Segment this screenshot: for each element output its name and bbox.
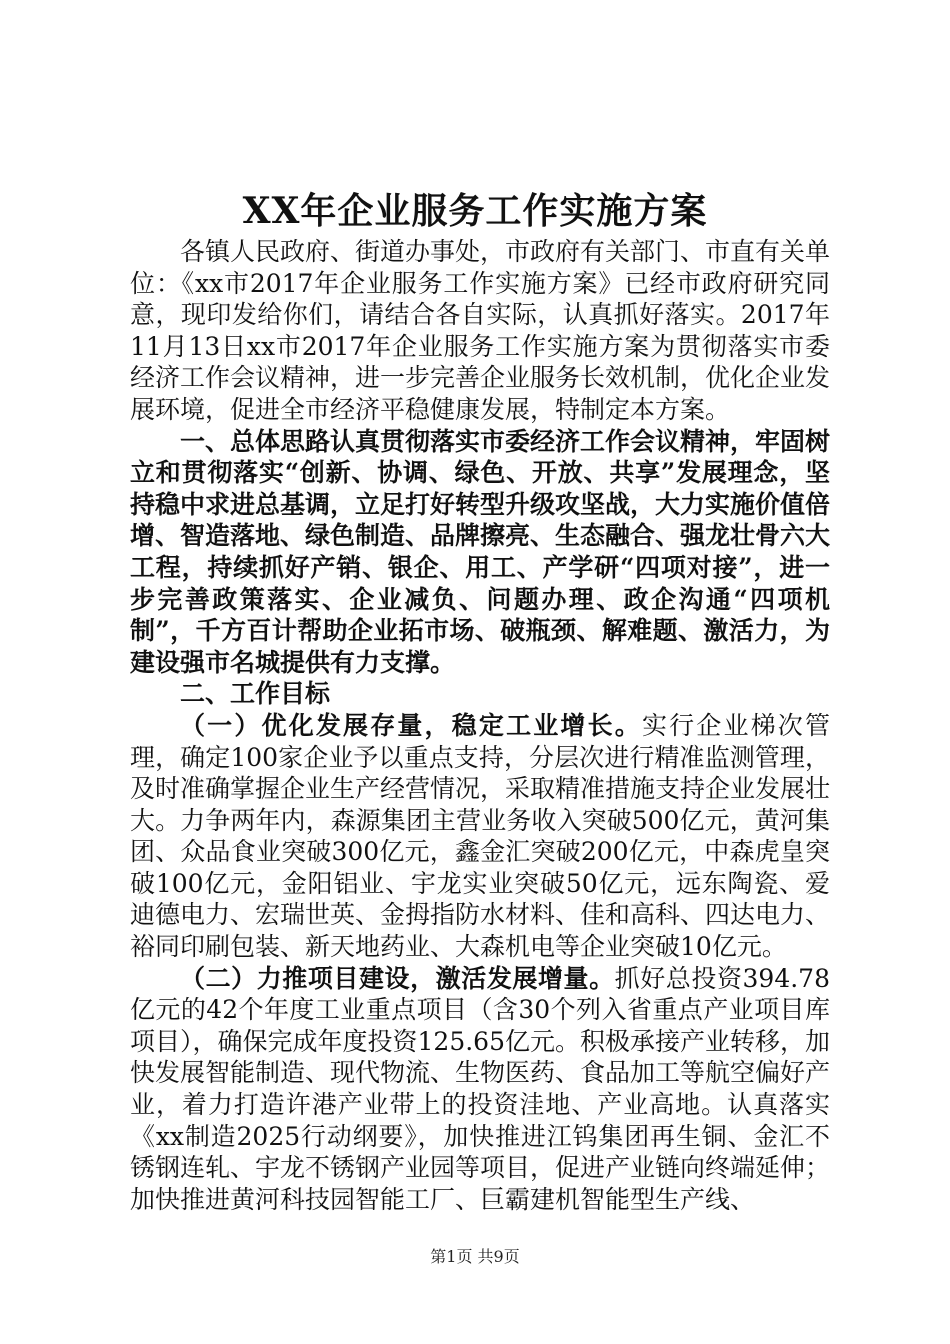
document-title: XX年企业服务工作实施方案 [242, 190, 708, 232]
goal-two-paragraph [130, 963, 830, 1216]
intro-paragraph: 各镇人民政府、街道办事处，市政府有关部门、市直有关单位：《xx市2017年企业服务工作实施方案》已经市政府研究同意，现印发给你们，请结合各自实际，认真抓好落实。2017年11月13日xx市2017年企业服务工作实施方案为贯彻落实市委经济工作会议精神，进一步完善企业服务长效机制，优化企业发展环境，促进全市经济平稳健康发展，特制定本方案。 [130, 237, 831, 424]
goal-one-text: 实行企业梯次管理，确定100家企业予以重点支持，分层次进行精准监测管理，及时准确掌握企业生产经营情况，采取精准措施支持企业发展壮大。力争两年内，森源集团主营业务收入突破500亿元，黄河集团、众品食业突破300亿元，鑫金汇突破200亿元，中森虎皇突破100亿元，金阳铝业、宇龙实业突破50亿元，远东陶瓷、爱迪德电力、宏瑞世英、金拇指防水材料、佳和高科、四达电力、裕同印刷包装、新天地药业、大森机电等企业突破10亿元。 [130, 710, 831, 962]
goal-one-lead: （一）优化发展存量，稳定工业增长。 [180, 710, 642, 740]
section-two-heading: 二、工作目标 [180, 679, 331, 709]
goal-one-paragraph [130, 710, 830, 963]
goal-two-lead: （二）力推项目建设，激活发展增量。 [180, 963, 615, 993]
section-one-paragraph: 一、总体思路认真贯彻落实市委经济工作会议精神，牢固树立和贯彻落实“创新、协调、绿色、开放、共享”发展理念，坚持稳中求进总基调，立足打好转型升级攻坚战，大力实施价值倍增、智造落地、绿色制造、品牌擦亮、生态融合、强龙壮骨六大工程，持续抓好产销、银企、用工、产学研“四项对接”，进一步完善政策落实、企业减负、问题办理、政企沟通“四项机制”，千方百计帮助企业拓市场、破瓶颈、解难题、激活力，为建设强市名城提供有力支撑。 [130, 426, 831, 677]
page-footer: 第1页 共9页 [430, 1247, 520, 1266]
goal-two-text: 抓好总投资394.78亿元的42个年度工业重点项目（含30个列入省重点产业项目库项目），确保完成年度投资125.65亿元。积极承接产业转移，加快发展智能制造、现代物流、生物医药、食品加工等航空偏好产业，着力打造许港产业带上的投资洼地、产业高地。认真落实《xx制造2025行动纲要》，加快推进江钨集团再生铜、金汇不锈钢连轧、宇龙不锈钢产业园等项目，促进产业链向终端延伸；加快推进黄河科技园智能工厂、巨霸建机智能型生产线、 [130, 963, 831, 1214]
document-body [130, 236, 830, 1215]
